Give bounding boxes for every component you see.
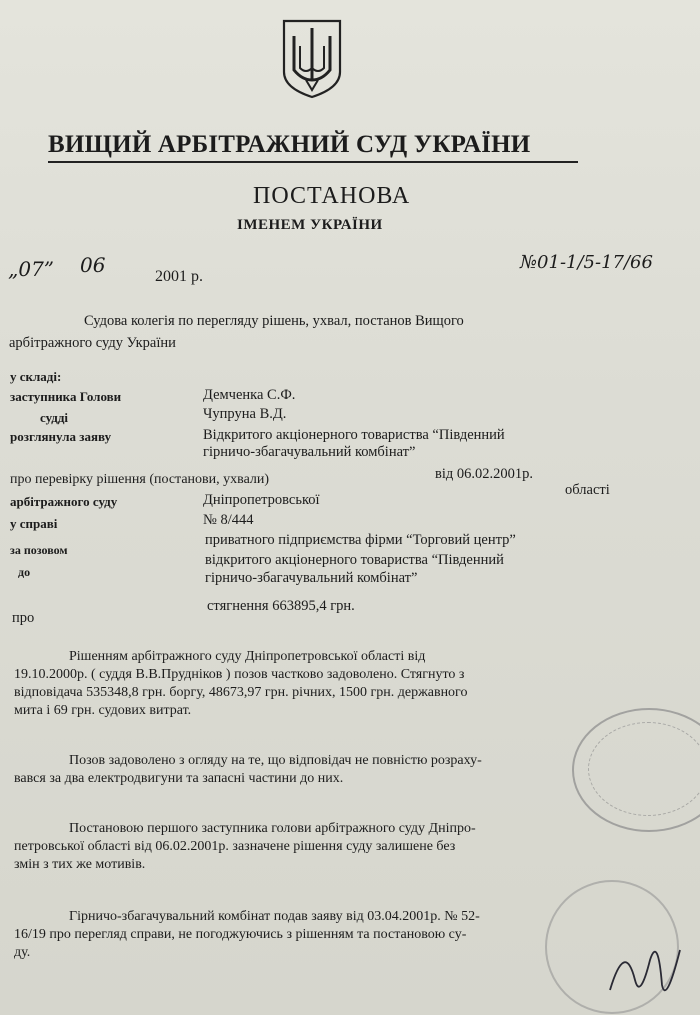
document-subtitle: ІМЕНЕМ УКРАЇНИ [237, 217, 383, 233]
paragraph-1-line-3: відповідача 535348,8 грн. боргу, 48673,97 грн. річних, 1500 грн. державного [14, 685, 468, 700]
field-value-defendant: відкритого акціонерного товариства “Південний [205, 552, 504, 568]
document-number: №01-1/5-17/66 [520, 252, 653, 273]
field-label-review: про перевірку рішення (постанови, ухвали) [10, 472, 270, 487]
paragraph-2-line-1: Позов задоволено з огляду на те, що відповідач не повністю розраху- [69, 753, 482, 768]
field-value-review-date: від 06.02.2001р. [435, 466, 534, 482]
field-value-deputy: Демченка С.Ф. [203, 387, 296, 403]
field-label-judge: судді [40, 410, 69, 425]
field-label-court: арбітражного суду [10, 494, 118, 509]
court-name: ВИЩИЙ АРБІТРАЖНИЙ СУД УКРАЇНИ [48, 131, 531, 158]
intro-line-1: Судова колегія по перегляду рішень, ухвал, постанов Вищого [84, 313, 464, 329]
field-value-case: № 8/444 [203, 512, 254, 528]
paragraph-1-line-4: мита і 69 грн. судових витрат. [14, 703, 192, 718]
paragraph-4-line-2: 16/19 про перегляд справи, не погоджуючись з рішенням та постановою су- [14, 927, 467, 942]
field-value-applicant-2: гірничо-збагачувальний комбінат” [203, 444, 416, 460]
paragraph-3 [14, 820, 604, 874]
field-label-deputy: заступника Голови [10, 389, 122, 404]
paragraph-2-line-2: вався за два електродвигуни та запасні частини до них. [14, 771, 344, 786]
document-title: ПОСТАНОВА [253, 183, 411, 209]
field-value-judge: Чупруна В.Д. [203, 406, 287, 422]
field-value-defendant-2: гірничо-збагачувальний комбінат” [205, 570, 418, 586]
paragraph-3-line-2: петровської області від 06.02.2001р. зазначене рішення суду залишене без [14, 839, 456, 854]
paragraph-3-line-3: змін з тих же мотивів. [14, 857, 146, 872]
field-value-plaintiff: приватного підприємства фірми “Торговий центр” [205, 532, 516, 548]
paragraph-3-line-1: Постановою першого заступника голови арбітражного суду Дніпро- [69, 821, 476, 836]
field-value-region: області [565, 482, 610, 498]
paragraph-1-line-2: 19.10.2000р. ( суддя В.В.Прудніков ) позов частково задоволено. Стягнуто з [14, 667, 465, 682]
paragraph-4-line-1: Гірничо-збагачувальний комбінат подав заяву від 03.04.2001р. № 52- [69, 909, 480, 924]
court-name-underline [48, 161, 578, 163]
paragraph-1-line-1: Рішенням арбітражного суду Дніпропетровської області від [69, 649, 426, 664]
signature-icon [600, 930, 690, 1010]
field-value-subject: стягнення 663895,4 грн. [207, 598, 355, 614]
field-label-defendant: до [18, 565, 31, 579]
composition-label: у складі: [10, 369, 62, 384]
field-value-court: Дніпропетровської [203, 492, 320, 508]
paragraph-4-line-3: ду. [14, 945, 31, 960]
date-day: „07” [8, 257, 55, 281]
field-label-case: у справі [10, 516, 58, 531]
field-label-subject: про [12, 610, 35, 626]
round-stamp-inner [588, 722, 700, 816]
date-month: 06 [80, 253, 106, 277]
field-value-applicant: Відкритого акціонерного товариства “Південний [203, 427, 505, 443]
paragraph-4 [14, 908, 604, 962]
trident-emblem-icon [280, 18, 344, 100]
intro-line-2: арбітражного суду України [9, 335, 176, 351]
paragraph-2 [14, 752, 604, 788]
paragraph-1 [14, 648, 604, 720]
field-label-plaintiff: за позовом [10, 543, 68, 557]
field-label-considered: розглянула заяву [10, 429, 112, 444]
date-year: 2001 р. [155, 268, 203, 285]
